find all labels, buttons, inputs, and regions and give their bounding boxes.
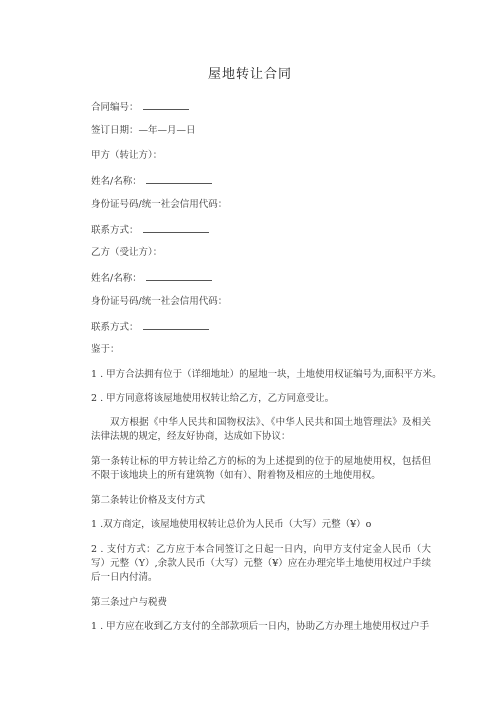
party-a-heading: 甲方（转让方）： — [91, 150, 163, 161]
party-a-name-blank — [146, 173, 212, 184]
contract-number-blank — [143, 99, 189, 110]
article-2-item-2: 2 . 支付方式：乙方应于本合同签订之日起一日内，向甲方支付定金人民币（大写）元整（Y）,余款人民币（大写）元整（¥）应在办理完毕土地使用权过户手续后一日内付清。 — [91, 544, 431, 583]
party-b-contact-blank — [143, 319, 209, 330]
party-b-contact-line — [91, 319, 209, 334]
agreement-intro: 双方根据《中华人民共和国物权法》、《中华人民共和国土地管理法》及相关法律法规的规定，经友好协商，达成如下协议： — [91, 417, 431, 442]
article-2-item-1: 1 .双方商定，该屋地使用权转让总价为人民币（大写）元整（¥）o — [91, 519, 372, 530]
party-a-name-line — [91, 173, 212, 188]
whereas-heading: 鉴于： — [91, 344, 120, 355]
contract-number-line — [91, 99, 189, 114]
article-1-paragraph: 第一条转让标的甲方转让给乙方的标的为上述提到的位于的屋地使用权，包括但不限于该地块上的所有建筑物（如有）、附着物及相应的土地使用权。 — [91, 456, 431, 481]
document-title: 屋地转让合同 — [207, 67, 292, 82]
sign-date-line: 签订日期：—年—月—日 — [91, 125, 196, 136]
party-b-name-line — [91, 270, 212, 285]
party-a-contact-line — [91, 222, 209, 237]
party-b-heading: 乙方（受让方）： — [91, 247, 163, 258]
recital-1: 1 . 甲方合法拥有位于（详细地址）的屋地一块，土地使用权证编号为,面积平方米。 — [91, 369, 442, 380]
party-a-name-label: 姓名/名称： — [91, 176, 142, 187]
article-3-heading: 第三条过户与税费 — [91, 597, 168, 608]
party-a-id-line: 身份证号码/统一社会信用代码： — [91, 199, 228, 210]
party-a-contact-blank — [143, 222, 209, 233]
party-b-name-label: 姓名/名称： — [91, 273, 142, 284]
article-2-heading: 第二条转让价格及支付方式 — [91, 495, 206, 506]
party-b-id-line: 身份证号码/统一社会信用代码： — [91, 296, 228, 307]
party-a-contact-label: 联系方式： — [91, 225, 139, 236]
contract-number-label: 合同编号： — [91, 102, 139, 113]
party-b-name-blank — [146, 270, 212, 281]
recital-2: 2 . 甲方同意将该屋地使用权转让给乙方，乙方同意受让。 — [91, 393, 335, 404]
party-b-contact-label: 联系方式： — [91, 322, 139, 333]
article-3-item-1: 1 . 甲方应在收到乙方支付的全部款项后一日内，协助乙方办理土地使用权过户手 — [91, 621, 430, 632]
